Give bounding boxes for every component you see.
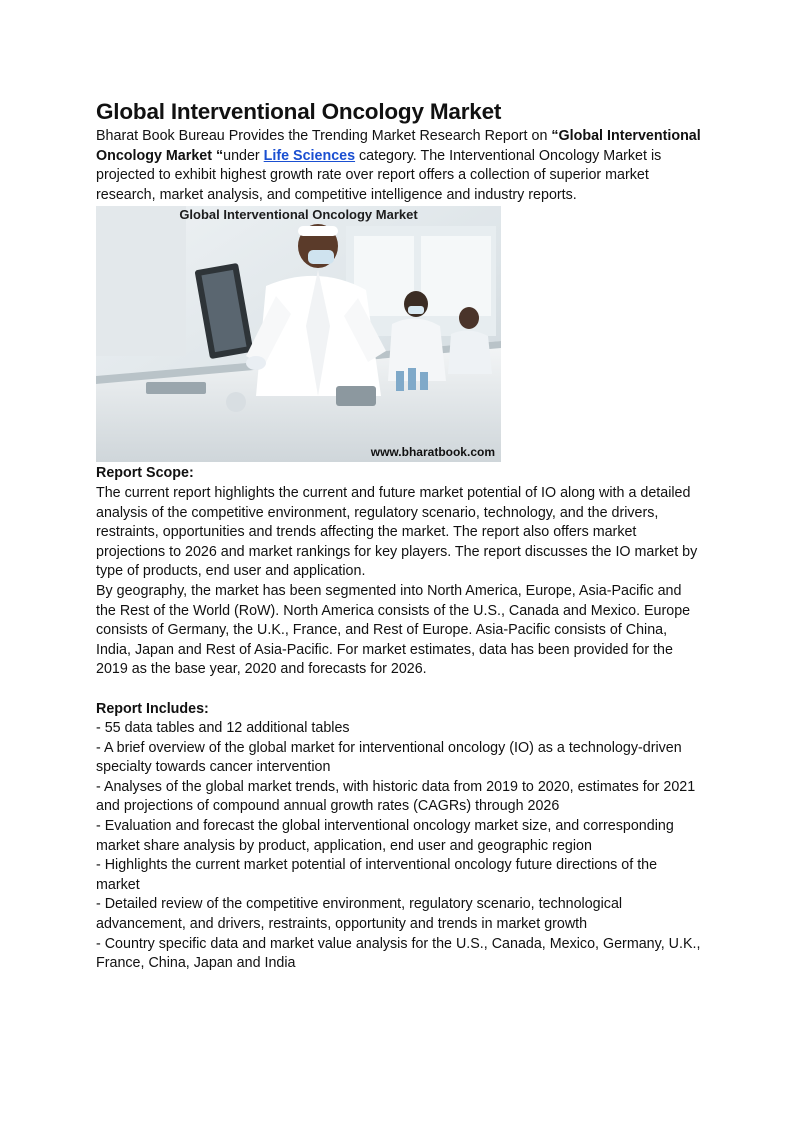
intro-text-3: category. The Interventional Oncology Market is projected to exhibit highest growth rate over report offers a collection of superior market research, market analysis, and competitive intelligence and industry reports. bbox=[96, 147, 662, 203]
intro-report-title: Global Interventional Oncology Market bbox=[96, 128, 701, 164]
intro-paragraph bbox=[96, 127, 702, 205]
list-item: - A brief overview of the global market for interventional oncology (IO) as a technology-driven specialty towards cancer intervention bbox=[96, 739, 682, 776]
intro-open-quote: “ bbox=[551, 128, 559, 144]
report-includes-list bbox=[96, 719, 702, 974]
report-scope-paragraph-1: The current report highlights the current and future market potential of IO along with a detailed analysis of the competitive environment, regulatory scenario, technology, and the drivers, restraints, opportunities and trends affecting the market. The report also offers market projections to 2026 and market rankings for key players. The report discusses the IO market by type of products, end user and application. bbox=[96, 484, 698, 580]
life-sciences-link[interactable]: Life Sciences bbox=[263, 147, 356, 164]
intro-text-1: Bharat Book Bureau Provides the Trending Market Research Report on bbox=[96, 128, 552, 144]
figure-caption-title: Global Interventional Oncology Market bbox=[179, 207, 418, 223]
report-includes-heading: Report Includes: bbox=[96, 700, 209, 717]
report-scope-heading: Report Scope: bbox=[96, 465, 194, 482]
lab-photo bbox=[96, 206, 501, 462]
intro-close-quote: “ bbox=[215, 147, 224, 164]
document-page bbox=[96, 98, 702, 974]
section-spacer bbox=[96, 680, 702, 700]
list-item: - Detailed review of the competitive environment, regulatory scenario, technological advancement, and drivers, restraints, opportunity and trends in market growth bbox=[96, 896, 623, 933]
list-item: - Analyses of the global market trends, with historic data from 2019 to 2020, estimates for 2021 and projections of compound annual growth rates (CAGRs) through 2026 bbox=[96, 778, 696, 815]
page-title: Global Interventional Oncology Market bbox=[96, 99, 502, 124]
list-item: - Evaluation and forecast the global interventional oncology market size, and corresponding market share analysis by product, application, end user and geographic region bbox=[96, 818, 674, 854]
lab-photo-illustration bbox=[96, 206, 501, 462]
list-item: - Highlights the current market potential of interventional oncology future directions of the market bbox=[96, 857, 658, 893]
figure-watermark-url: www.bharatbook.com bbox=[370, 445, 495, 460]
report-scope-paragraph-2: By geography, the market has been segmented into North America, Europe, Asia-Pacific and the Rest of the World (RoW). North America consists of the U.S., Canada and Mexico. Europe consists of Germany, the U.K., France, and Rest of Europe. Asia-Pacific consists of China, India, Japan and Rest of Asia-Pacific. For market estimates, data has been provided for the 2019 as the base year, 2020 and forecasts for 2026. bbox=[96, 582, 691, 678]
list-item: - Country specific data and market value analysis for the U.S., Canada, Mexico, Germany, U.K., France, China, Japan and India bbox=[96, 935, 701, 972]
list-item: - 55 data tables and 12 additional tables bbox=[96, 720, 350, 737]
intro-text-2: under bbox=[223, 147, 264, 164]
